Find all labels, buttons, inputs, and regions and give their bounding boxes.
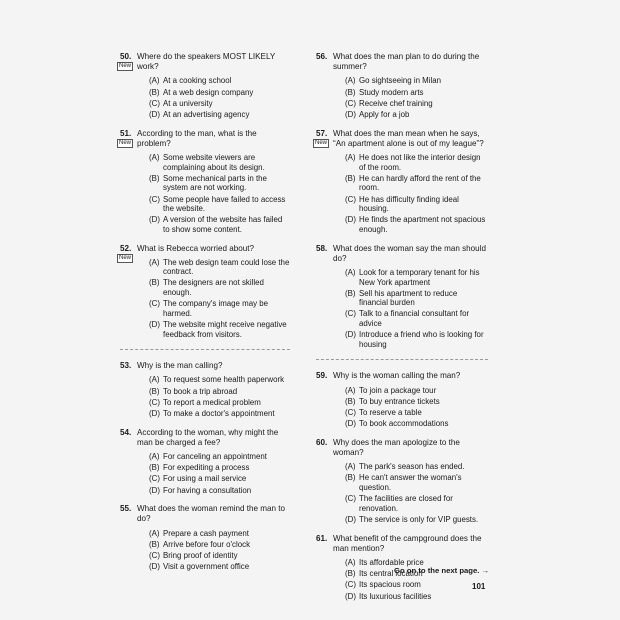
answer-options <box>120 76 290 119</box>
answer-options <box>120 529 290 572</box>
option-text: At a university <box>163 98 213 108</box>
answer-option <box>345 386 488 396</box>
new-badge: New <box>119 63 132 69</box>
new-badge: New <box>315 139 328 146</box>
option-label: (C) <box>345 98 356 108</box>
question-50 <box>120 52 290 120</box>
answer-option <box>345 592 488 602</box>
answer-option <box>149 88 290 98</box>
new-badge: New <box>119 254 132 261</box>
option-label: (D) <box>149 320 160 330</box>
option-text: For expediting a process <box>163 463 250 473</box>
answer-option <box>345 110 488 120</box>
option-text: He finds the apartment not spacious enough. <box>359 215 486 234</box>
answer-option <box>345 153 488 172</box>
option-label: (B) <box>345 473 356 483</box>
option-text: Visit a government office <box>163 562 250 572</box>
option-label: (D) <box>149 409 160 418</box>
question-number: 51. <box>120 128 132 138</box>
answer-option <box>345 99 488 109</box>
answer-option <box>345 462 488 472</box>
option-label: (D) <box>345 109 356 119</box>
option-text: Study modern arts <box>359 87 424 97</box>
answer-option <box>149 153 290 172</box>
answer-option <box>149 540 290 550</box>
section-divider <box>316 359 488 360</box>
option-text: To book accommodations <box>359 419 449 429</box>
question-text: Why is the man calling? <box>137 361 223 371</box>
answer-option <box>149 320 290 339</box>
question-text: Why does the man apologize to the woman? <box>333 437 460 457</box>
question-number: 60. <box>316 437 328 447</box>
answer-options <box>316 268 488 350</box>
answer-option <box>149 278 290 297</box>
answer-options <box>316 153 488 235</box>
option-label: (B) <box>149 87 160 97</box>
answer-option <box>149 562 290 572</box>
answer-options <box>316 76 488 119</box>
answer-option <box>149 409 290 419</box>
section-divider <box>120 349 290 350</box>
option-label: (D) <box>149 215 160 225</box>
question-text: Where do the speakers MOST LIKELY work? <box>137 52 276 72</box>
question-text: What does the woman remind the man to do? <box>137 504 286 524</box>
option-text: The web design team could lose the contract. <box>163 257 290 277</box>
option-label: (D) <box>345 215 356 225</box>
option-text: The website might receive negative feedback from visitors. <box>163 320 287 339</box>
question-57 <box>316 129 488 235</box>
option-text: To join a package tour <box>359 385 437 395</box>
answer-option <box>149 99 290 109</box>
option-text: To book a trip abroad <box>163 386 238 396</box>
answer-options <box>316 558 488 601</box>
answer-options <box>316 386 488 429</box>
answer-options <box>120 375 290 418</box>
question-text: What benefit of the campground does the man mention? <box>333 533 482 553</box>
answer-options <box>120 258 290 340</box>
answer-option <box>149 551 290 561</box>
option-text: At an advertising agency <box>163 109 250 119</box>
option-text: At a web design company <box>163 87 254 97</box>
answer-option <box>345 309 488 328</box>
option-text: Go sightseeing in Milan <box>359 76 442 86</box>
option-text: To request some health paperwork <box>163 375 285 385</box>
answer-option <box>149 486 290 496</box>
option-text: Talk to a financial consultant for advice <box>359 309 470 329</box>
option-label: (C) <box>345 580 356 590</box>
option-label: (A) <box>149 528 160 538</box>
option-text: Its luxurious facilities <box>359 591 432 601</box>
option-text: To buy entrance tickets <box>359 396 440 406</box>
answer-option <box>345 515 488 525</box>
option-text: To report a medical problem <box>163 397 261 407</box>
answer-option <box>345 580 488 590</box>
option-text: At a cooking school <box>163 76 232 86</box>
question-number: 61. <box>316 533 328 543</box>
answer-option <box>149 258 290 277</box>
option-label: (B) <box>149 173 160 183</box>
next-page-note: Go on to the next page. → <box>394 566 490 575</box>
question-number: 59. <box>316 371 328 381</box>
answer-option <box>345 289 488 308</box>
option-label: (A) <box>149 452 160 461</box>
option-label: (A) <box>149 257 160 267</box>
option-text: Look for a temporary tenant for his New York apartment <box>359 267 480 287</box>
answer-options <box>120 452 290 495</box>
option-text: Sell his apartment to reduce financial burden <box>359 288 458 308</box>
option-text: Its spacious room <box>359 580 421 590</box>
option-label: (B) <box>345 569 356 579</box>
answer-option <box>149 474 290 484</box>
option-label: (B) <box>345 288 356 298</box>
question-text: What is Rebecca worried about? <box>137 243 254 253</box>
option-label: (D) <box>149 562 160 572</box>
answer-option <box>345 419 488 429</box>
option-text: Its affordable price <box>359 557 424 567</box>
option-label: (B) <box>345 173 356 183</box>
option-text: The company's image may be harmed. <box>163 299 269 318</box>
option-text: He can't answer the woman's question. <box>359 473 462 492</box>
option-label: (A) <box>345 267 356 277</box>
option-text: The designers are not skilled enough. <box>163 278 264 298</box>
answer-options <box>316 462 488 524</box>
answer-option <box>345 195 488 214</box>
option-label: (C) <box>149 397 160 407</box>
question-number: 54. <box>120 427 132 437</box>
answer-option <box>149 174 290 193</box>
answer-option <box>345 473 488 492</box>
option-text: To make a doctor's appointment <box>163 409 275 418</box>
option-label: (C) <box>149 299 160 309</box>
option-label: (C) <box>345 494 356 504</box>
question-text: Why is the woman calling the man? <box>333 371 461 381</box>
option-label: (D) <box>149 109 160 119</box>
answer-option <box>345 397 488 407</box>
question-52 <box>120 244 290 340</box>
question-number: 57. <box>316 128 328 138</box>
option-label: (D) <box>345 419 356 429</box>
answer-option <box>345 76 488 86</box>
option-text: He has difficulty finding ideal housing. <box>359 194 459 214</box>
option-text: To reserve a table <box>359 408 422 418</box>
option-text: Arrive before four o'clock <box>163 539 251 549</box>
question-number: 56. <box>316 52 328 61</box>
answer-option <box>149 299 290 318</box>
question-number: 53. <box>120 361 132 371</box>
option-label: (D) <box>345 330 356 340</box>
right-column <box>316 52 488 610</box>
option-text: A version of the website has failed to show some content. <box>163 215 283 234</box>
option-text: Prepare a cash payment <box>163 528 249 538</box>
option-label: (A) <box>149 76 160 86</box>
question-number: 55. <box>120 504 132 514</box>
answer-options <box>120 153 290 235</box>
question-58 <box>316 244 488 350</box>
answer-option <box>149 110 290 120</box>
answer-option <box>149 452 290 462</box>
question-text: What does the man plan to do during the summer? <box>333 52 480 72</box>
question-text: According to the man, what is the problem? <box>137 128 257 148</box>
option-text: He does not like the interior design of the room. <box>359 152 481 172</box>
answer-option <box>149 398 290 408</box>
question-number: 52. <box>120 243 132 253</box>
option-label: (D) <box>345 514 356 524</box>
answer-option <box>345 408 488 418</box>
question-number: 50. <box>120 52 132 61</box>
answer-option <box>345 268 488 287</box>
answer-option <box>149 195 290 214</box>
answer-option <box>149 375 290 385</box>
option-label: (B) <box>149 463 160 473</box>
answer-option <box>149 463 290 473</box>
option-label: (C) <box>149 474 160 484</box>
option-label: (C) <box>345 194 356 204</box>
answer-option <box>345 330 488 349</box>
answer-option <box>149 387 290 397</box>
answer-option <box>345 88 488 98</box>
option-text: Some people have failed to access the website. <box>163 194 286 214</box>
question-text: According to the woman, why might the man be charged a fee? <box>137 427 279 447</box>
option-label: (B) <box>149 386 160 396</box>
question-number: 58. <box>316 243 328 253</box>
answer-option <box>345 215 488 234</box>
option-text: The facilities are closed for renovation. <box>359 494 453 513</box>
question-51 <box>120 129 290 235</box>
option-label: (C) <box>149 550 160 560</box>
option-text: The service is only for VIP guests. <box>359 514 479 524</box>
option-label: (C) <box>345 408 356 418</box>
option-text: Bring proof of identity <box>163 550 238 560</box>
option-text: Apply for a job <box>359 109 410 119</box>
option-label: (C) <box>149 194 160 204</box>
option-text: Introduce a friend who is looking for housing <box>359 330 484 349</box>
new-badge: New <box>119 139 132 146</box>
option-label: (A) <box>345 76 356 86</box>
answer-option <box>149 529 290 539</box>
option-label: (B) <box>149 539 160 549</box>
option-label: (A) <box>345 462 356 472</box>
question-55 <box>120 504 290 572</box>
answer-option <box>345 174 488 193</box>
question-60 <box>316 438 488 525</box>
question-text: What does the man mean when he says, “An apartment alone is out of my league”? <box>333 128 484 148</box>
option-text: Receive chef training <box>359 98 433 108</box>
option-label: (A) <box>345 152 356 162</box>
page-number: 101 <box>472 582 486 591</box>
option-label: (A) <box>149 152 160 162</box>
option-label: (C) <box>149 98 160 108</box>
option-label: (C) <box>345 309 356 319</box>
option-text: For having a consultation <box>163 485 252 495</box>
question-text: What does the woman say the man should do? <box>333 243 486 263</box>
option-label: (B) <box>345 87 356 97</box>
option-text: Some website viewers are complaining about its design. <box>163 152 265 172</box>
question-53 <box>120 361 290 418</box>
question-56 <box>316 52 488 120</box>
question-54 <box>120 428 290 496</box>
option-text: For using a mail service <box>163 474 247 484</box>
answer-option <box>149 76 290 86</box>
option-text: For canceling an appointment <box>163 452 267 461</box>
option-label: (A) <box>345 385 356 395</box>
option-text: The park's season has ended. <box>359 462 465 472</box>
option-label: (A) <box>345 557 356 567</box>
option-label: (B) <box>149 278 160 288</box>
option-text: Its central location <box>359 569 423 579</box>
question-59 <box>316 371 488 428</box>
left-column <box>120 52 290 581</box>
option-text: Some mechanical parts in the system are not working. <box>163 173 267 193</box>
answer-option <box>149 215 290 234</box>
option-label: (B) <box>345 396 356 406</box>
option-label: (D) <box>149 485 160 495</box>
answer-option <box>345 494 488 513</box>
option-label: (A) <box>149 375 160 385</box>
option-label: (D) <box>345 591 356 601</box>
option-text: He can hardly afford the rent of the room. <box>359 173 481 193</box>
